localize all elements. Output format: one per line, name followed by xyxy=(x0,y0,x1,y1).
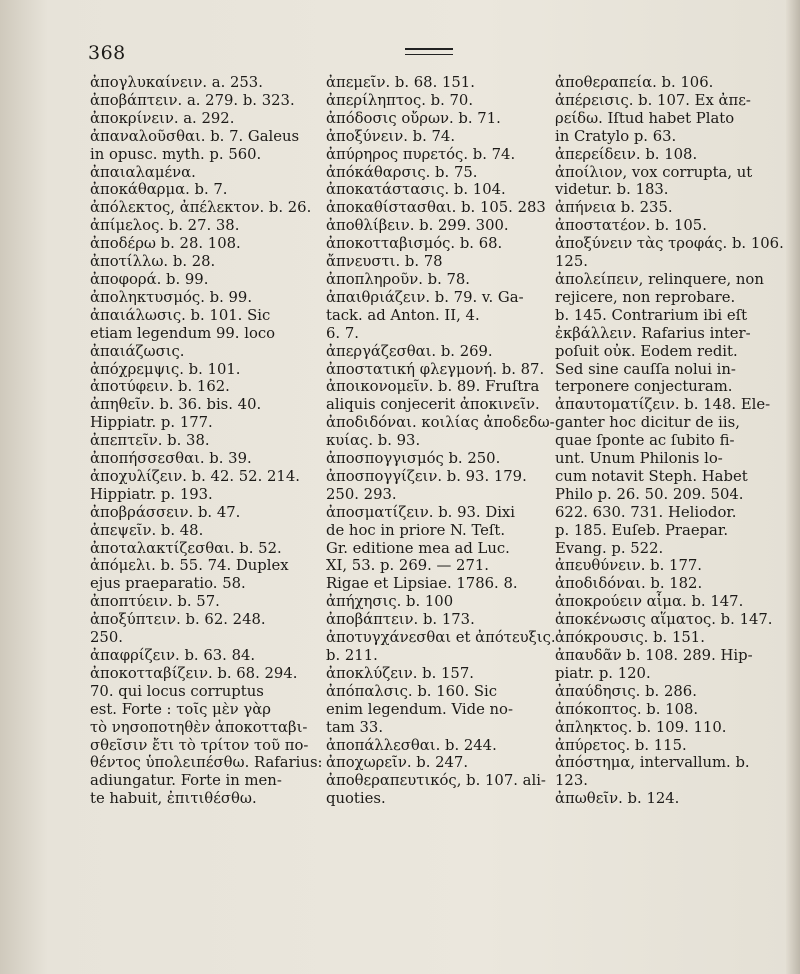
index-line: ἀποπήσσεσθαι. b. 39. xyxy=(90,450,252,468)
index-line: 250. 293. xyxy=(326,485,397,503)
index-line: ἄπνευστι. b. 78 xyxy=(326,253,443,271)
index-line: ἀποβάπτειν. b. 173. xyxy=(326,611,475,629)
index-line: ejus praeparatio. 58. xyxy=(90,575,246,593)
index-line: in Cratylo p. 63. xyxy=(555,127,677,145)
index-line: quoties. xyxy=(326,790,386,808)
index-line: 70. qui locus corruptus xyxy=(90,682,264,700)
index-line: ἀπόστημα, intervallum. b. xyxy=(555,754,750,772)
index-line: ἀπληκτος. b. 109. 110. xyxy=(555,718,727,736)
index-line: ἀποθλίβειν. b. 299. 300. xyxy=(326,217,509,235)
header-rule xyxy=(405,48,453,55)
index-line: ἀποδιδόναι. κοιλίας ἀποδεδω- xyxy=(326,414,555,432)
index-line: ἀπεπτεῖν. b. 38. xyxy=(90,432,210,450)
index-line: ἀπόχρεμψις. b. 101. xyxy=(90,360,241,378)
index-line: ἀπόκοπτος. b. 108. xyxy=(555,700,699,718)
index-line: ἀπαιάζωσις. xyxy=(90,342,185,360)
index-line: adiungatur. Forte in men- xyxy=(90,772,282,790)
index-line: te habuit, ἐπιτιθέσθω. xyxy=(90,790,257,808)
index-line: ἀποτίλλω. b. 28. xyxy=(90,253,216,271)
index-line: ἀποκαθίστασθαι. b. 105. 283 xyxy=(326,199,546,217)
index-line: ἀποθεραπευτικός, b. 107. ali- xyxy=(326,772,546,790)
index-line: ἀποταλακτίζεσθαι. b. 52. xyxy=(90,539,282,557)
index-line: in opusc. myth. p. 560. xyxy=(90,145,262,163)
index-line: de hoc in priore N. Teſt. xyxy=(326,521,506,539)
index-line: Evang. p. 522. xyxy=(555,539,664,557)
index-line: ἀπεργάζεσθαι. b. 269. xyxy=(326,342,493,360)
index-line: ἀποξύνειν τὰς τροφάς. b. 106. xyxy=(555,235,784,253)
index-line: Hippiatr. p. 177. xyxy=(90,414,213,432)
index-line: ἀπόκρουσις. b. 151. xyxy=(555,629,705,647)
index-line: ἀπωθεῖν. b. 124. xyxy=(555,790,680,808)
index-line: ρείδω. Iſtud habet Plato xyxy=(555,109,735,127)
index-line: ἀπηθεῖν. b. 36. bis. 40. xyxy=(90,396,262,414)
index-line: ἀπήνεια b. 235. xyxy=(555,199,673,217)
index-line: ἀπέρεισις. b. 107. Ex ἀπε- xyxy=(555,91,751,109)
index-line: ἀπόμελι. b. 55. 74. Duplex xyxy=(90,557,289,575)
index-line: est. Forte : τοῖς μὲν γὰρ xyxy=(90,700,271,718)
index-line: ἀποκοτταβισμός. b. 68. xyxy=(326,235,503,253)
index-line: τὸ νησοποτηθὲν ἀποκοτταβι- xyxy=(90,718,308,736)
index-line: ἀπαυδᾶν b. 108. 289. Hip- xyxy=(555,647,753,664)
index-line: ἀπολείπειν, relinquere, non xyxy=(555,270,764,288)
index-line: p. 185. Euſeb. Praepar. xyxy=(555,521,729,539)
index-line: ἀποκάθαρμα. b. 7. xyxy=(90,181,228,199)
index-line: ἀποτύφειν. b. 162. xyxy=(90,378,230,396)
index-line: 6. 7. xyxy=(326,324,359,342)
index-line: tam 33. xyxy=(326,718,384,736)
index-line: ἀποφορά. b. 99. xyxy=(90,270,209,288)
index-line: ἀποδιδόναι. b. 182. xyxy=(555,575,703,593)
index-line: ἀποστατέον. b. 105. xyxy=(555,217,707,235)
index-line: ἀποίλιον, vox corrupta, ut xyxy=(555,163,753,181)
index-line: Sed sine cauſſa nolui in- xyxy=(555,360,736,378)
index-line: tack. ad Anton. II, 4. xyxy=(326,306,480,324)
index-line: ἀπερείδειν. b. 108. xyxy=(555,145,698,163)
index-line: ἀποστατική φλεγμονή. b. 87. xyxy=(326,360,545,378)
index-line: ἀπαυτοματίζειν. b. 148. Ele- xyxy=(555,396,771,414)
index-line: ἐκβάλλειν. Rafarius inter- xyxy=(555,324,751,342)
index-line: ἀπευθύνειν. b. 177. xyxy=(555,557,702,575)
index-line: ἀποσματίζειν. b. 93. Dixi xyxy=(326,503,515,521)
index-line: enim legendum. Vide no- xyxy=(326,700,513,718)
index-line: 250. xyxy=(90,629,123,647)
index-line: Rigae et Lipsiae. 1786. 8. xyxy=(326,575,518,593)
index-line: ἀποικονομεῖν. b. 89. Fruſtra xyxy=(326,378,540,396)
index-line: cum notavit Steph. Habet xyxy=(555,467,748,485)
index-line: ἀπύρετος. b. 115. xyxy=(555,736,687,754)
index-line: quae ſponte ac ſubito fi- xyxy=(555,432,735,450)
index-line: ἀποτυγχάνεσθαι et ἀπότευξις. xyxy=(326,629,556,647)
index-line: poſuit οὐκ. Eodem redit. xyxy=(555,342,738,360)
index-line: b. 145. Contrarium ibi eſt xyxy=(555,306,748,324)
index-line: κυίας. b. 93. xyxy=(326,432,421,450)
index-line: ἀποκοτταβίζειν. b. 68. 294. xyxy=(90,664,298,682)
index-line: ἀπαναλοῦσθαι. b. 7. Galeus xyxy=(90,127,300,145)
index-line: Gr. editione mea ad Luc. xyxy=(326,539,510,557)
index-line: ganter hoc dicitur de iis, xyxy=(555,414,740,432)
page-edge-shadow xyxy=(786,0,800,974)
index-line: XI, 53. p. 269. — 271. xyxy=(326,557,489,575)
index-line: ἀπόλεκτος, ἀπέλεκτον. b. 26. xyxy=(90,199,312,217)
column-3 xyxy=(555,74,783,808)
index-line: rejicere, non reprobare. xyxy=(555,288,736,306)
index-line: ἀποβάπτειν. a. 279. b. 323. xyxy=(90,91,295,109)
index-line: ἀποληκτυσμός. b. 99. xyxy=(90,288,253,306)
index-line: ἀποβράσσειν. b. 47. xyxy=(90,503,241,521)
index-line: Philo p. 26. 50. 209. 504. xyxy=(555,485,744,503)
index-line: ἀποπτύειν. b. 57. xyxy=(90,593,220,611)
index-line: ἀποθεραπεία. b. 106. xyxy=(555,74,714,91)
index-line: ἀπεμεῖν. b. 68. 151. xyxy=(326,74,475,91)
index-line: ἀποχυλίζειν. b. 42. 52. 214. xyxy=(90,467,300,485)
index-line: ἀπογλυκαίνειν. a. 253. xyxy=(90,74,263,91)
index-line: ἀπαύδησις. b. 286. xyxy=(555,682,697,700)
index-line: ἀπίμελος. b. 27. 38. xyxy=(90,217,240,235)
index-line: θέντος ὑπολειπέσθω. Rafarius: xyxy=(90,754,323,772)
index-line: 125. xyxy=(555,253,588,271)
index-line: ἀπαφρίζειν. b. 63. 84. xyxy=(90,647,256,664)
index-line: ἀπαιαλαμένα. xyxy=(90,163,196,181)
index-line: ἀποπάλλεσθαι. b. 244. xyxy=(326,736,497,754)
index-line: ἀπαιθριάζειν. b. 79. v. Ga- xyxy=(326,288,524,306)
index-line: ἀποκρίνειν. a. 292. xyxy=(90,109,235,127)
index-line: aliquis conjecerit ἀποκινεῖν. xyxy=(326,396,540,414)
index-line: piatr. p. 120. xyxy=(555,664,651,682)
index-line: ἀποκατάστασις. b. 104. xyxy=(326,181,506,199)
index-line: ἀπόκάθαρσις. b. 75. xyxy=(326,163,478,181)
index-line: videtur. b. 183. xyxy=(555,181,669,199)
index-line: ἀποπληροῦν. b. 78. xyxy=(326,270,471,288)
index-line: ἀποκένωσις αἵματος. b. 147. xyxy=(555,611,773,629)
index-line: ἀπόπαλσις. b. 160. Sic xyxy=(326,682,498,700)
index-line: ἀποξύνειν. b. 74. xyxy=(326,127,456,145)
index-line: σθεῖσιν ἔτι τὸ τρίτον τοῦ πο- xyxy=(90,736,309,754)
column-1 xyxy=(90,74,323,808)
page-number: 368 xyxy=(88,42,126,64)
index-line: b. 211. xyxy=(326,647,378,664)
index-line: terponere conjecturam. xyxy=(555,378,733,396)
index-line: ἀπερίληπτος. b. 70. xyxy=(326,91,474,109)
index-line: ἀποσπογγίζειν. b. 93. 179. xyxy=(326,467,527,485)
index-line: ἀπεψεῖν. b. 48. xyxy=(90,521,204,539)
index-line: ἀπήχησις. b. 100 xyxy=(326,593,454,611)
index-line: Hippiatr. p. 193. xyxy=(90,485,213,503)
index-line: ἀποχωρεῖν. b. 247. xyxy=(326,754,469,772)
index-line: unt. Unum Philonis lo- xyxy=(555,450,723,468)
index-line: ἀπαιάλωσις. b. 101. Sic xyxy=(90,306,271,324)
index-line: ἀποσπογγισμός b. 250. xyxy=(326,450,501,468)
index-line: 123. xyxy=(555,772,588,790)
index-line: ἀπόδοσις οὔρων. b. 71. xyxy=(326,109,501,127)
index-line: etiam legendum 99. loco xyxy=(90,324,276,342)
index-line: ἀποδέρω b. 28. 108. xyxy=(90,235,241,253)
index-line: 622. 630. 731. Heliodor. xyxy=(555,503,737,521)
index-line: ἀποκλύζειν. b. 157. xyxy=(326,664,474,682)
index-line: ἀποκρούειν αἷμα. b. 147. xyxy=(555,593,744,611)
index-line: ἀποξύπτειν. b. 62. 248. xyxy=(90,611,266,629)
column-2 xyxy=(326,74,556,808)
index-line: ἀπύρηρος πυρετός. b. 74. xyxy=(326,145,516,163)
